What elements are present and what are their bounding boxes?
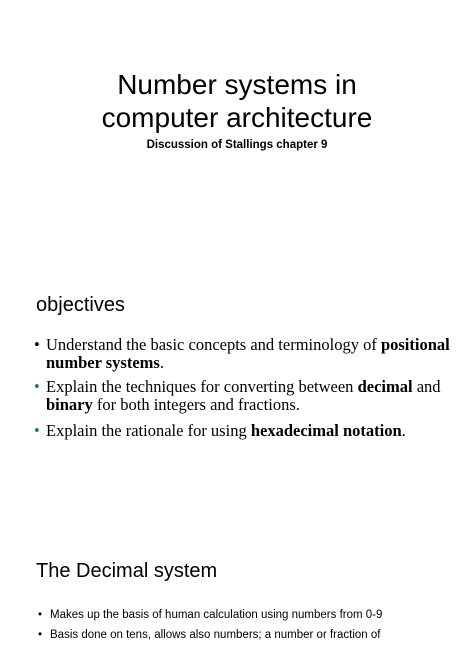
decimal-item-text: Basis done on tens, allows also numbers; a number or fraction of xyxy=(50,629,381,641)
decimal-system-heading: The Decimal system xyxy=(36,560,218,582)
bullet-icon: • xyxy=(34,335,40,354)
objective-text-mid: and xyxy=(412,377,441,396)
objective-text: Understand the basic concepts and terminology of xyxy=(46,335,381,354)
bullet-icon: • xyxy=(34,421,40,440)
objective-item-1 xyxy=(34,336,454,372)
slide-title-line-2: computer architecture xyxy=(101,102,373,133)
decimal-system-list xyxy=(38,605,468,645)
bullet-icon: • xyxy=(38,609,43,621)
objective-item-3 xyxy=(34,422,454,440)
decimal-item-2 xyxy=(38,625,468,645)
objective-bold-text: decimal xyxy=(357,377,413,396)
objective-bold-text-2: binary xyxy=(46,395,93,414)
objective-bold-text: positional number systems xyxy=(46,335,450,372)
decimal-item-text: Makes up the basis of human calculation using numbers from 0-9 xyxy=(50,609,383,621)
objective-text: Explain the techniques for converting between xyxy=(46,377,358,396)
objective-bold-text: hexadecimal notation xyxy=(250,421,402,440)
bullet-icon: • xyxy=(34,377,40,396)
slide-title-line-1: Number systems in xyxy=(117,69,357,100)
slide-title xyxy=(0,68,474,134)
objectives-list xyxy=(34,336,454,440)
objective-item-2 xyxy=(34,378,454,414)
objective-text-end: . xyxy=(401,421,406,440)
objective-text-end: . xyxy=(159,353,164,372)
bullet-icon: • xyxy=(38,629,43,641)
decimal-item-1 xyxy=(38,605,468,625)
slide-subtitle: Discussion of Stallings chapter 9 xyxy=(146,139,328,151)
objective-text-end: for both integers and fractions. xyxy=(92,395,300,414)
objective-text: Explain the rationale for using xyxy=(46,421,251,440)
objectives-heading: objectives xyxy=(36,294,125,316)
